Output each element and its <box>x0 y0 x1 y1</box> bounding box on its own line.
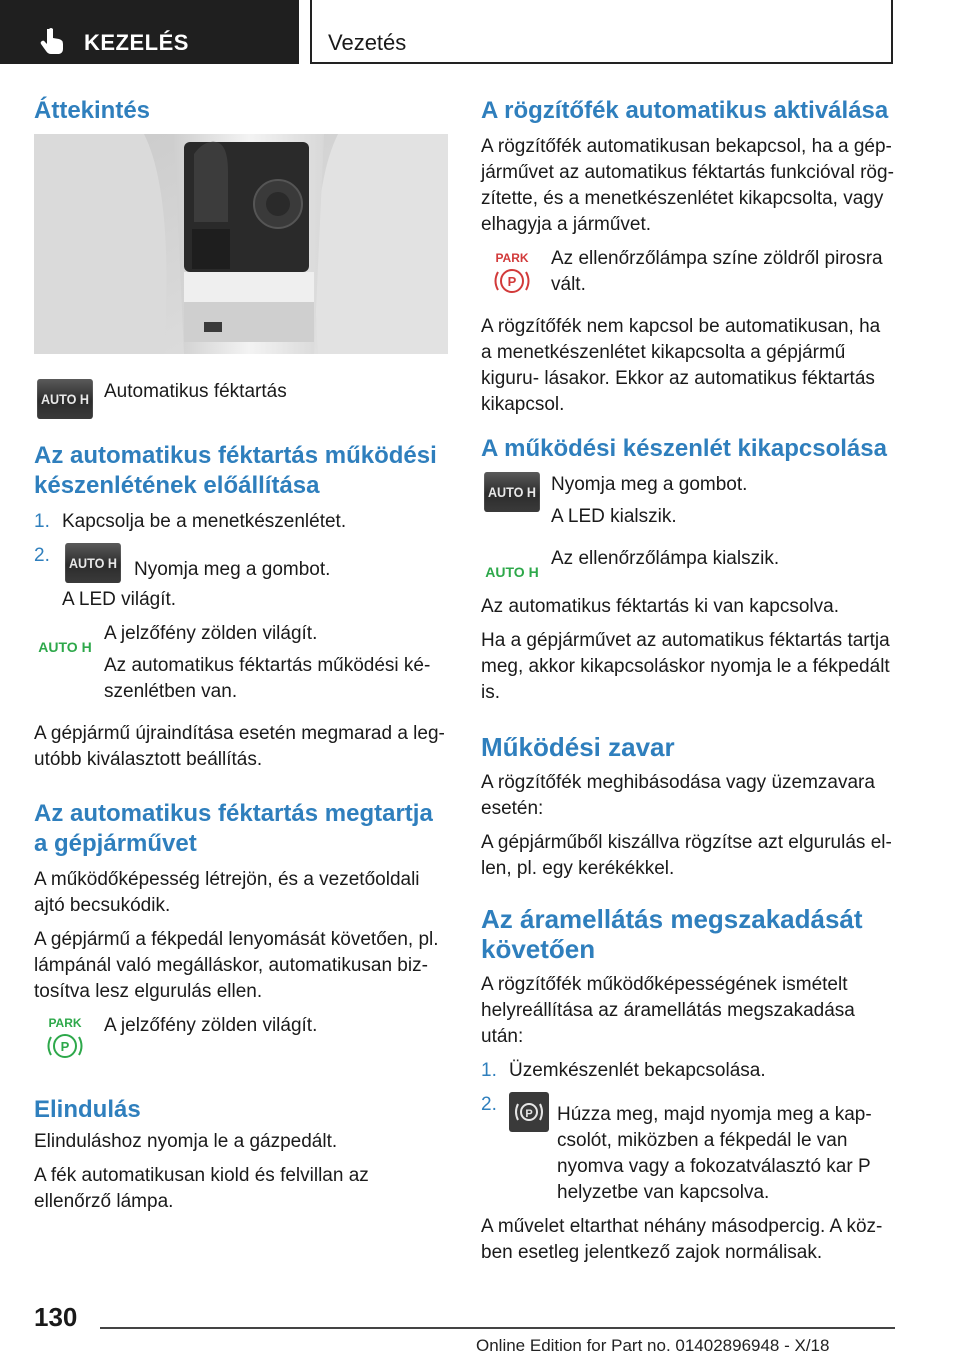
svg-text:PARK: PARK <box>495 251 529 265</box>
park-red-row: PARK P Az ellenőrzőlámpa színe zöldről pirosra vált. <box>481 246 895 304</box>
autoh-button-icon: AUTO H <box>65 543 121 583</box>
lamp-row: AUTO H A jelzőfény zölden világít. Az automatikus féktartás működési ké‐ szenlétben van. <box>34 621 448 711</box>
autoh-green-lamp-icon: AUTO H <box>38 639 92 655</box>
rs2-button-row: AUTO H Nyomja meg a gombot. A LED kialszik. <box>481 472 895 536</box>
right-column: A rögzítőfék automatikus aktiválása A rögzítőfék automatikusan bekapcsol, ha a gép‐ járművet az automatikus féktartás funkcióval rög‐ zítette, és a menetkészenlétet kikapcsolta, vagy elhagyja a járművet. PARK P Az ellenőrzőlámpa színe zöldről pirosra vált. A rögzítőfék nem kapcsol be automatikusan, ha a menetkészenlétet kikapcsolta a gépjármű kiguru‐ lásakor. Ekkor az automatikus féktartás kikapcsol. A működési készenlét kikapcsolása AUTO H Nyomja meg a gombot. A LED kialszik. AUTO H Az ellenőrzőlámpa kialszik. Az automatikus féktartás ki van kapcsolva. Ha a gépjárművet az automatikus féktartás tartja meg, akkor kikapcsoláskor nyomja le a fékpedált is. Működési zavar A rögzítőfék meghibásodása vagy üzemzavara esetén: A gépjárműből kiszállva rögzítse azt elgurulás el‐ len, pl. egy kerékékkel. Az áramellátás megszakadását követően A rögzítőfék működőképességének ismételt helyreállítása az áramellátás megszakadása után: 1. Üzemkészenlét bekapcsolása. 2. P Húzza meg, majd nyomja meg a kap‐ csolót, miközben a fékpedál le van nyomva vagy a fokozatválasztó kar P helyzetbe van kapcsolva. A művelet eltarthat néhány másodpercig. A köz‐ ben esetleg jelentkező zajok normálisak. <box>481 97 894 1263</box>
svg-text:PARK: PARK <box>48 1016 82 1030</box>
list-item: 2. P Húzza meg, majd nyomja meg a kap‐ csolót, miközben a fékpedál le van nyomva vagy a fokozatválasztó kar P helyzetbe van kapcsolva. <box>481 1094 872 1203</box>
park-green-lamp-icon <box>34 1013 96 1063</box>
footer-divider <box>100 1327 895 1329</box>
section3-heading: Elindulás <box>34 1096 141 1123</box>
rs1-heading: A rögzítőfék automatikus aktiválása <box>481 97 889 124</box>
page-number: 130 <box>34 1302 78 1332</box>
park-lamp-row: PARK P A jelzőfény zölden világít. <box>34 1013 448 1063</box>
section-label: Vezetés <box>328 30 407 55</box>
section2-heading: Az automatikus féktartás megtartja a gépjárművet <box>34 800 433 857</box>
rs2-heading: A működési készenlét kikapcsolása <box>481 435 887 462</box>
rs2-lamp-row: AUTO H Az ellenőrzőlámpa kialszik. <box>481 546 895 580</box>
autoh-row <box>34 379 448 419</box>
autoh-button-icon: AUTO H <box>484 472 540 512</box>
edition-note: Online Edition for Part no. 01402896948 - X/18 <box>476 1336 830 1355</box>
chapter-label: KEZELÉS <box>84 30 189 55</box>
autoh-button-icon: AUTO H <box>37 379 93 419</box>
list-item: 1. Üzemkészenlét bekapcsolása. <box>481 1060 766 1081</box>
section1-note: A gépjármű újraindítása esetén megmarad a leg‐ utóbb kiválasztott beállítás. <box>34 723 445 770</box>
autoh-caption: Automatikus féktartás <box>104 381 287 402</box>
list-item: 1. Kapcsolja be a menetkészenlétet. <box>34 511 347 532</box>
rs4-steps <box>481 1058 895 1206</box>
left-column: Áttekintés AUTO H Automatikus féktartás Az automatikus féktartás működési készenlétének előállítása 1. Kapcsolja be a menetkészenlétet. 2. AUTO H Nyomja meg a gombot. A LED világít. AUTO H A jelzőfény zölden világít. Az automatikus féktartás működési ké‐ szenlétben van. A gépjármű újraindítása esetén megmarad a leg‐ utóbb kiválasztott beállítás. Az automatikus féktartás megtartja a gépjárművet A működőképesség létrejön, és a vezetőoldali ajtó becsukódik. A gépjármű a fékpedál lenyomását követően, pl. lámpánál való megálláskor, automatikusan biz‐ tosítva lesz elgurulás ellen. PARK P A jelzőfény zölden világít. Elindulás Elinduláshoz nyomja le a gázpedált. A fék automatikusan kiold és felvillan az ellenőrző lámpa. <box>34 96 448 1223</box>
hand-pointer-icon <box>40 27 66 55</box>
parking-brake-switch-icon <box>509 1092 549 1132</box>
rs4-heading: Az áramellátás megszakadását követően <box>481 904 863 964</box>
rs3-heading: Működési zavar <box>481 732 675 762</box>
section1-heading: Az automatikus féktartás működési készenlétének előállítása <box>34 442 437 499</box>
list-item: 2. AUTO H Nyomja meg a gombot. A LED világít. <box>34 545 331 610</box>
svg-text:P: P <box>60 1039 70 1054</box>
chapter-tab <box>0 0 299 64</box>
overview-heading: Áttekintés <box>34 97 151 124</box>
svg-text:P: P <box>525 1108 533 1120</box>
svg-text:P: P <box>507 274 517 289</box>
section-header <box>310 0 893 64</box>
section1-steps <box>34 509 448 613</box>
autoh-green-lamp-icon: AUTO H <box>485 564 539 580</box>
park-red-lamp-icon <box>481 246 543 300</box>
gear-selector-photo <box>34 134 448 354</box>
